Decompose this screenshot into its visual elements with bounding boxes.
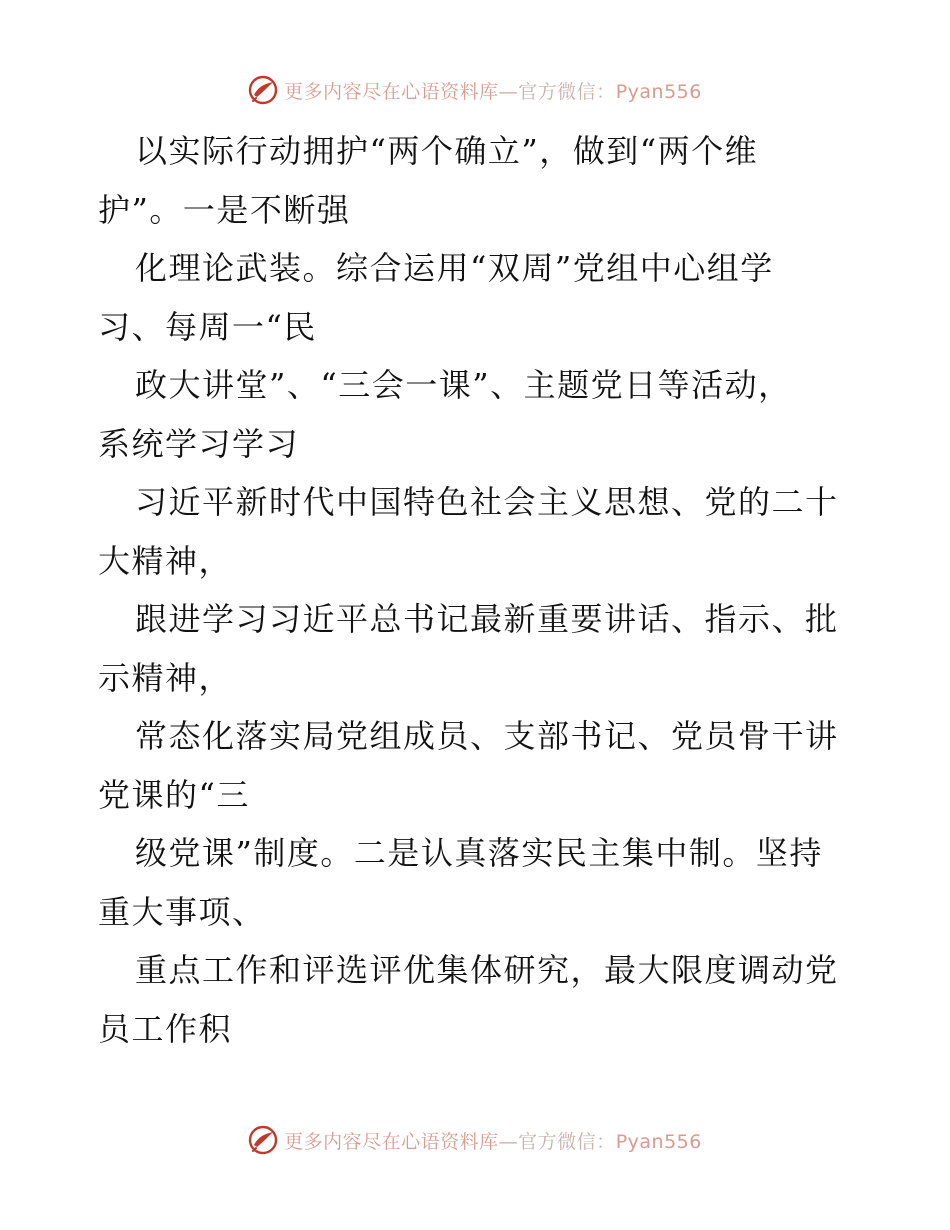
text-line: 习近平新时代中国特色社会主义思想、党的二十: [135, 483, 839, 521]
text-line: 重大事项、: [98, 892, 266, 931]
watermark-wechat-id: Pyan556: [615, 1130, 702, 1153]
watermark-text: [284, 77, 702, 104]
watermark-dash: —: [498, 80, 519, 103]
text-line: 员工作积: [98, 1009, 233, 1048]
watermark-group: [248, 1125, 702, 1155]
watermark-text: [284, 1127, 702, 1154]
pen-logo-icon: [248, 1125, 278, 1155]
watermark-dash: —: [498, 1130, 519, 1153]
text-line: 系统学习学习: [98, 424, 300, 463]
text-line: 示精神，: [98, 658, 233, 697]
watermark-main: 更多内容尽在心语资料库: [284, 1130, 499, 1153]
footer-watermark: [0, 1120, 950, 1160]
text-line: 跟进学习习近平总书记最新重要讲话、指示、批: [135, 600, 839, 638]
text-line: 政大讲堂”、“三会一课”、主题党日等活动，: [135, 366, 792, 404]
text-line: 习、每周一“民: [98, 307, 317, 346]
watermark-sub: 官方微信：: [518, 1130, 616, 1153]
text-line: 化理论武装。综合运用“双周”党组中心组学: [135, 249, 774, 287]
watermark-wechat-id: Pyan556: [615, 80, 702, 103]
watermark-main: 更多内容尽在心语资料库: [284, 80, 499, 103]
text-line: 以实际行动拥护“两个确立”，做到“两个维: [135, 132, 759, 170]
text-line: 护”。一是不断强: [98, 190, 351, 229]
text-line: 级党课”制度。二是认真落实民主集中制。坚持: [135, 834, 823, 872]
text-line: 常态化落实局党组成员、支部书记、党员骨干讲: [135, 717, 839, 755]
pen-logo-icon: [248, 75, 278, 105]
document-body: [98, 122, 858, 1058]
watermark-group: [248, 75, 702, 105]
text-line: 党课的“三: [98, 775, 250, 814]
text-line: 大精神，: [98, 541, 233, 580]
text-line: 重点工作和评选评优集体研究，最大限度调动党: [135, 951, 839, 989]
watermark-sub: 官方微信：: [518, 80, 616, 103]
header-watermark: [0, 70, 950, 110]
